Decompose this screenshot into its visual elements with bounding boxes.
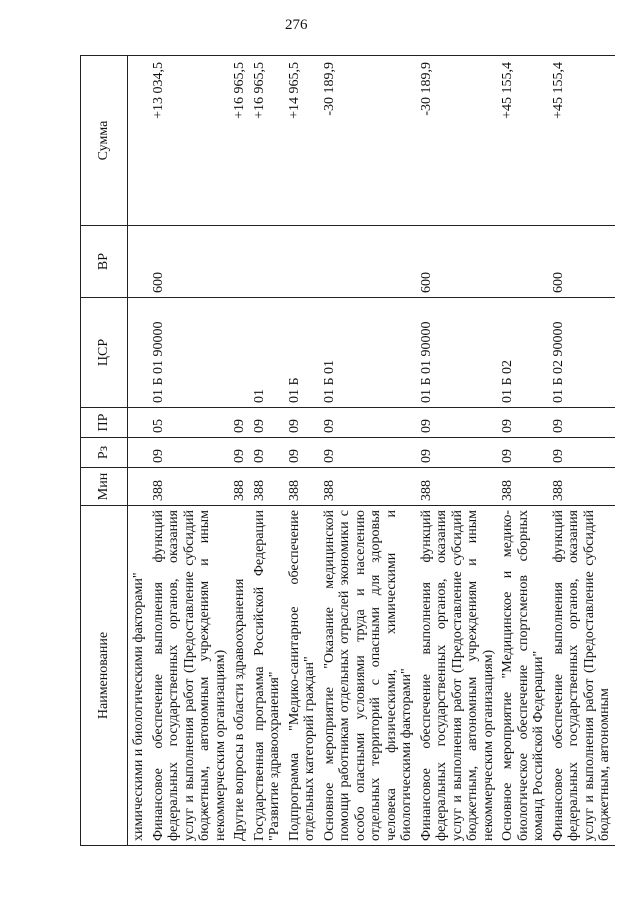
cell-rz: 09 xyxy=(417,438,499,468)
cell-csr: 01 Б 01 xyxy=(320,298,417,408)
budget-table xyxy=(80,55,615,846)
table-header xyxy=(81,56,128,846)
cell-pr: 09 xyxy=(250,408,285,438)
cell-min: 388 xyxy=(149,468,231,506)
cell-pr xyxy=(128,408,149,438)
table-row xyxy=(149,56,231,846)
cell-csr: 01 Б 01 90000 xyxy=(417,298,499,408)
table-row xyxy=(498,56,549,846)
cell-vr: 600 xyxy=(417,226,499,298)
cell-csr: 01 Б 02 xyxy=(498,298,549,408)
cell-rz: 09 xyxy=(250,438,285,468)
cell-rz: 09 xyxy=(498,438,549,468)
cell-min: 388 xyxy=(498,468,549,506)
cell-sum: +16 965,5 xyxy=(230,56,250,226)
cell-vr xyxy=(250,226,285,298)
cell-vr: 600 xyxy=(149,226,231,298)
cell-min xyxy=(128,468,149,506)
table-row xyxy=(320,56,417,846)
cell-name: Подпрограмма "Медико-санитарное обеспечение отдельных категорий граждан" xyxy=(285,506,320,846)
budget-table-rotated xyxy=(80,56,620,846)
cell-name: Основное мероприятие "Оказание медицинской помощи работникам отдельных отраслей экономики с особо опасными условиями труда и населению отдельных территорий с опасными для здоровья человека физическими, химическими и биологическими факторами" xyxy=(320,506,417,846)
cell-csr: 01 Б xyxy=(285,298,320,408)
cell-vr xyxy=(285,226,320,298)
cell-pr: 09 xyxy=(417,408,499,438)
cell-sum: +45 155,4 xyxy=(498,56,549,226)
cell-name: Финансовое обеспечение выполнения функций федеральных государственных органов, оказания услуг и выполнения работ (Предоставление субсидий бюджетным, автономным xyxy=(549,506,615,846)
cell-rz: 09 xyxy=(230,438,250,468)
cell-csr: 01 xyxy=(250,298,285,408)
cell-pr: 09 xyxy=(549,408,615,438)
cell-name: Другие вопросы в области здравоохранения xyxy=(230,506,250,846)
cell-pr: 09 xyxy=(230,408,250,438)
cell-min: 388 xyxy=(250,468,285,506)
cell-sum xyxy=(128,56,149,226)
cell-min: 388 xyxy=(230,468,250,506)
cell-pr: 05 xyxy=(149,408,231,438)
cell-name: Финансовое обеспечение выполнения функций федеральных государственных органов, оказания услуг и выполнения работ (Предоставление субсидий бюджетным, автономным учреждениям и иным некоммерческим организациям) xyxy=(149,506,231,846)
table-row xyxy=(417,56,499,846)
cell-csr: 01 Б 02 90000 xyxy=(549,298,615,408)
cell-vr xyxy=(498,226,549,298)
cell-vr: 600 xyxy=(549,226,615,298)
cell-min: 388 xyxy=(549,468,615,506)
header-pr: ПР xyxy=(81,408,128,438)
table-row xyxy=(230,56,250,846)
cell-vr xyxy=(320,226,417,298)
cell-csr xyxy=(230,298,250,408)
table-row xyxy=(549,56,615,846)
cell-pr: 09 xyxy=(285,408,320,438)
cell-rz: 09 xyxy=(320,438,417,468)
table-row xyxy=(285,56,320,846)
page-number: 276 xyxy=(285,17,308,33)
header-rz: Рз xyxy=(81,438,128,468)
header-name: Наименование xyxy=(81,506,128,846)
cell-pr: 09 xyxy=(320,408,417,438)
cell-sum: +16 965,5 xyxy=(250,56,285,226)
cell-sum: +13 034,5 xyxy=(149,56,231,226)
table-row xyxy=(250,56,285,846)
cell-min: 388 xyxy=(417,468,499,506)
cell-name: химическими и биологическими факторами" xyxy=(128,506,149,846)
header-vr: ВР xyxy=(81,226,128,298)
header-sum: Сумма xyxy=(81,56,128,226)
table-body xyxy=(128,56,615,846)
cell-rz xyxy=(128,438,149,468)
cell-rz: 09 xyxy=(149,438,231,468)
header-min: Мин xyxy=(81,468,128,506)
table-row xyxy=(128,56,149,846)
cell-sum: -30 189,9 xyxy=(320,56,417,226)
cell-vr xyxy=(128,226,149,298)
cell-min: 388 xyxy=(320,468,417,506)
cell-sum: +45 155,4 xyxy=(549,56,615,226)
cell-csr xyxy=(128,298,149,408)
cell-rz: 09 xyxy=(549,438,615,468)
cell-pr: 09 xyxy=(498,408,549,438)
cell-name: Государственная программа Российской Федерации "Развитие здравоохранения" xyxy=(250,506,285,846)
cell-name: Финансовое обеспечение выполнения функций федеральных государственных органов, оказания услуг и выполнения работ (Предоставление субсидий бюджетным, автономным учреждениям и иным некоммерческим организациям) xyxy=(417,506,499,846)
cell-sum: -30 189,9 xyxy=(417,56,499,226)
cell-vr xyxy=(230,226,250,298)
cell-min: 388 xyxy=(285,468,320,506)
cell-sum: +14 965,5 xyxy=(285,56,320,226)
cell-rz: 09 xyxy=(285,438,320,468)
cell-csr: 01 Б 01 90000 xyxy=(149,298,231,408)
cell-name: Основное мероприятие "Медицинское и медико-биологическое обеспечение спортсменов сборных команд Российской Федерации" xyxy=(498,506,549,846)
header-csr: ЦСР xyxy=(81,298,128,408)
